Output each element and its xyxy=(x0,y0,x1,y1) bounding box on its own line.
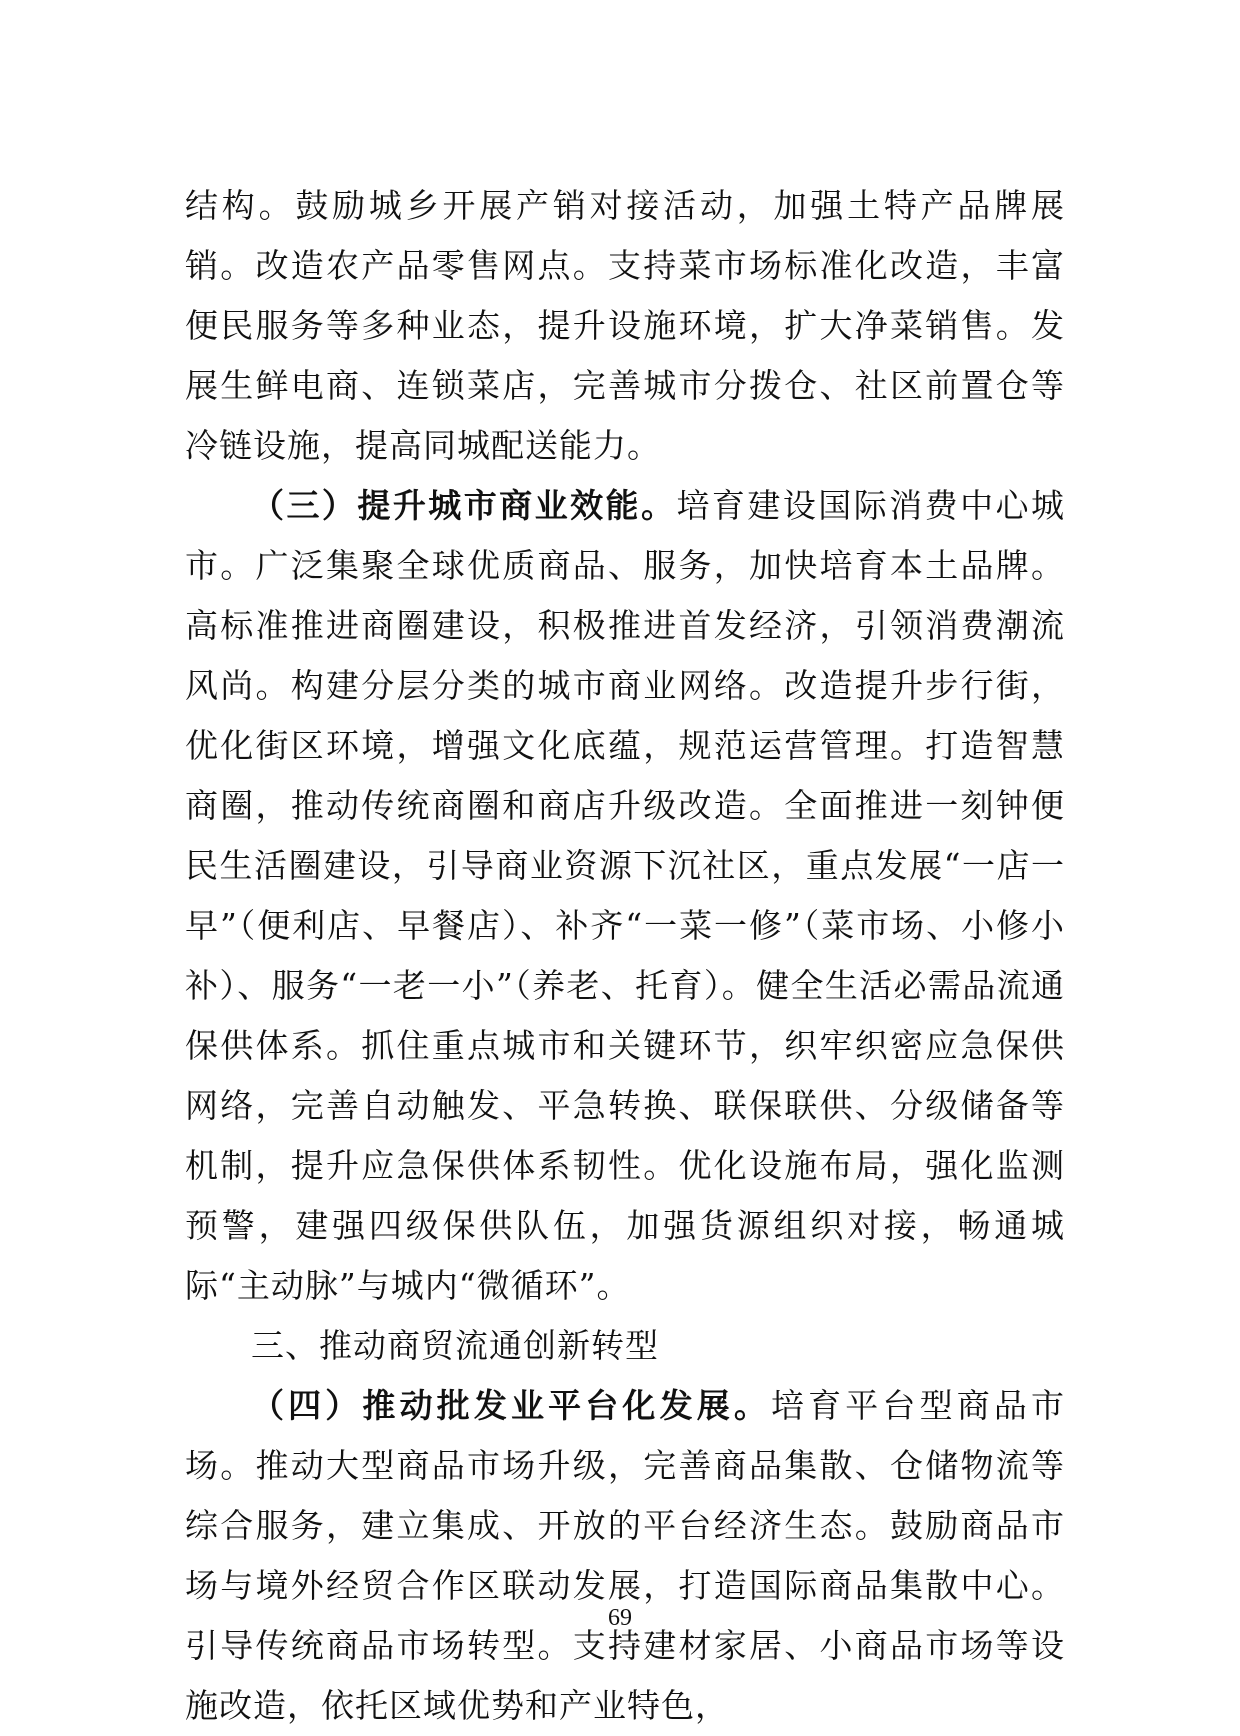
paragraph-section-4-sub xyxy=(185,1376,1065,1736)
paragraph-heading: （三）提升城市商业效能。 xyxy=(251,486,677,525)
paragraph-section-3-sub xyxy=(185,476,1065,1316)
paragraph-continuation xyxy=(185,176,1065,476)
paragraph-heading: （四）推动批发业平台化发展。 xyxy=(251,1386,771,1425)
paragraph-text: 结构。鼓励城乡开展产销对接活动，加强土特产品牌展销。改造农产品零售网点。支持菜市场标准化改造，丰富便民服务等多种业态，提升设施环境，扩大净菜销售。发展生鲜电商、连锁菜店，完善城市分拨仓、社区前置仓等冷链设施，提高同城配送能力。 xyxy=(185,186,1065,465)
paragraph-text: 培育建设国际消费中心城市。广泛集聚全球优质商品、服务，加快培育本土品牌。高标准推进商圈建设，积极推进首发经济，引领消费潮流风尚。构建分层分类的城市商业网络。改造提升步行街，优化街区环境，增强文化底蕴，规范运营管理。打造智慧商圈，推动传统商圈和商店升级改造。全面推进一刻钟便民生活圈建设，引导商业资源下沉社区，重点发展“一店一早”（便利店、早餐店）、补齐“一菜一修”（菜市场、小修小补）、服务“一老一小”（养老、托育）。健全生活必需品流通保供体系。抓住重点城市和关键环节，织牢织密应急保供网络，完善自动触发、平急转换、联保联供、分级储备等机制，提升应急保供体系韧性。优化设施布局，强化监测预警，建强四级保供队伍，加强货源组织对接，畅通城际“主动脉”与城内“微循环”。 xyxy=(185,486,1066,1305)
section-title: 三、推动商贸流通创新转型 xyxy=(251,1326,659,1365)
page-number: 69 xyxy=(608,1605,632,1631)
paragraph-text: 培育平台型商品市场。推动大型商品市场升级，完善商品集散、仓储物流等综合服务，建立集成、开放的平台经济生态。鼓励商品市场与境外经贸合作区联动发展，打造国际商品集散中心。引导传统商品市场转型。支持建材家居、小商品市场等设施改造，依托区域优势和产业特色， xyxy=(185,1386,1066,1725)
document-body xyxy=(185,176,1065,1736)
